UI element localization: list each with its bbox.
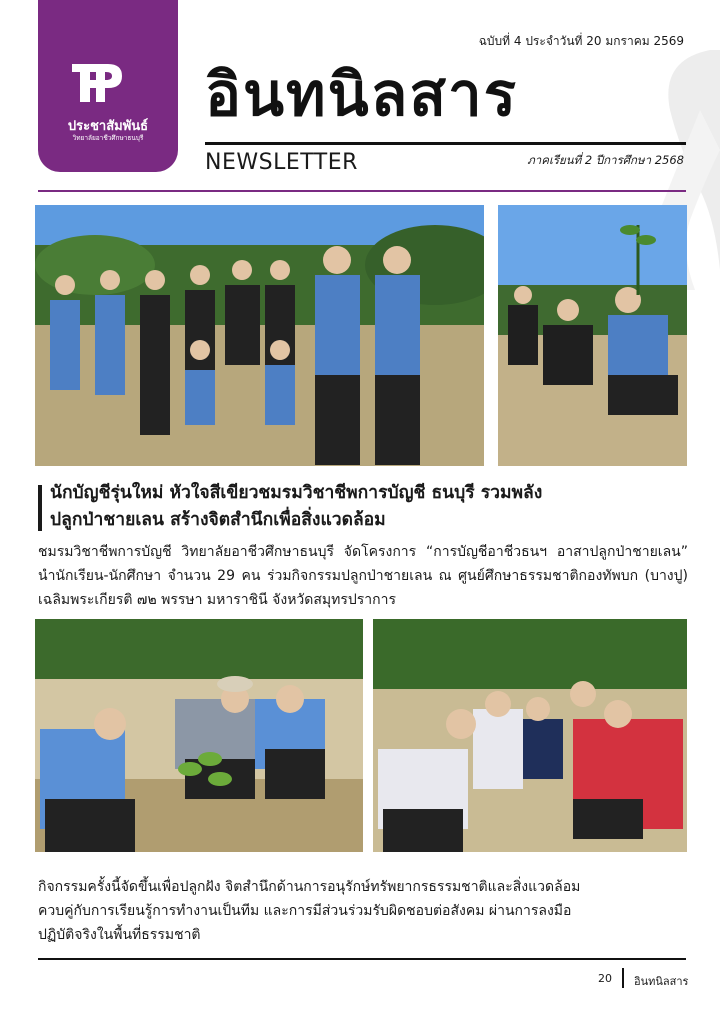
photo-group — [35, 205, 484, 466]
issue-info: ฉบับที่ 4 ประจำวันที่ 20 มกราคม 2569 — [478, 34, 684, 48]
photo-planting-1 — [498, 205, 687, 466]
footer-title: อินทนิลสาร — [634, 975, 689, 988]
masthead-title: อินทนิลสาร — [205, 60, 518, 130]
headline-line-2: ปลูกป่าชายเลน สร้างจิตสำนึกเพื่อสิ่งแวดล้อม — [50, 510, 386, 530]
paragraph-2-line-1: กิจกรรมครั้งนี้จัดขึ้นเพื่อปลูกฝัง จิตสำนึกด้านการอนุรักษ์ทรัพยากรธรรมชาติและสิ่งแวดล้อม — [38, 879, 581, 895]
photo-planting-2 — [35, 619, 363, 852]
photo-planting-3 — [373, 619, 687, 852]
semester-info: ภาคเรียนที่ 2 ปีการศึกษา 2568 — [527, 153, 684, 167]
article-headline — [50, 480, 690, 534]
logo-name: ประชาสัมพันธ์ — [67, 119, 149, 134]
article-paragraph-2 — [38, 875, 688, 947]
section-divider — [38, 190, 686, 192]
pr-logo-icon — [68, 58, 148, 108]
newsletter-label: NEWSLETTER — [205, 150, 358, 175]
headline-accent-bar — [38, 485, 42, 531]
paragraph-2-line-3: ปฏิบัติจริงในพื้นที่ธรรมชาติ — [38, 927, 201, 943]
logo-subtitle: วิทยาลัยอาชีวศึกษาธนบุรี — [72, 134, 144, 142]
footer-divider — [38, 958, 686, 960]
paragraph-2-line-2: ควบคู่กับการเรียนรู้การทำงานเป็นทีม และการมีส่วนร่วมรับผิดชอบต่อสังคม ผ่านการลงมือ — [38, 903, 572, 919]
header-divider — [205, 142, 686, 145]
logo — [38, 0, 178, 172]
headline-line-1: นักบัญชีรุ่นใหม่ หัวใจสีเขียวชมรมวิชาชีพการบัญชี ธนบุรี รวมพลัง — [50, 483, 543, 503]
page-number: 20 — [598, 972, 612, 985]
article-paragraph-1: ชมรมวิชาชีพการบัญชี วิทยาลัยอาชีวศึกษาธนบุรี จัดโครงการ “การบัญชีอาชีวธนฯ อาสาปลูกป่าชายเลน” นำนักเรียน-นักศึกษา จำนวน 29 คน ร่วมกิจกรรมปลูกป่าชายเลน ณ ศูนย์ศึกษาธรรมชาติกองทัพบก (บางปู) เฉลิมพระเกียรติ ๗๒ พรรษา มหาราชินี จังหวัดสมุทรปราการ — [38, 544, 688, 608]
footer-separator — [622, 968, 624, 988]
